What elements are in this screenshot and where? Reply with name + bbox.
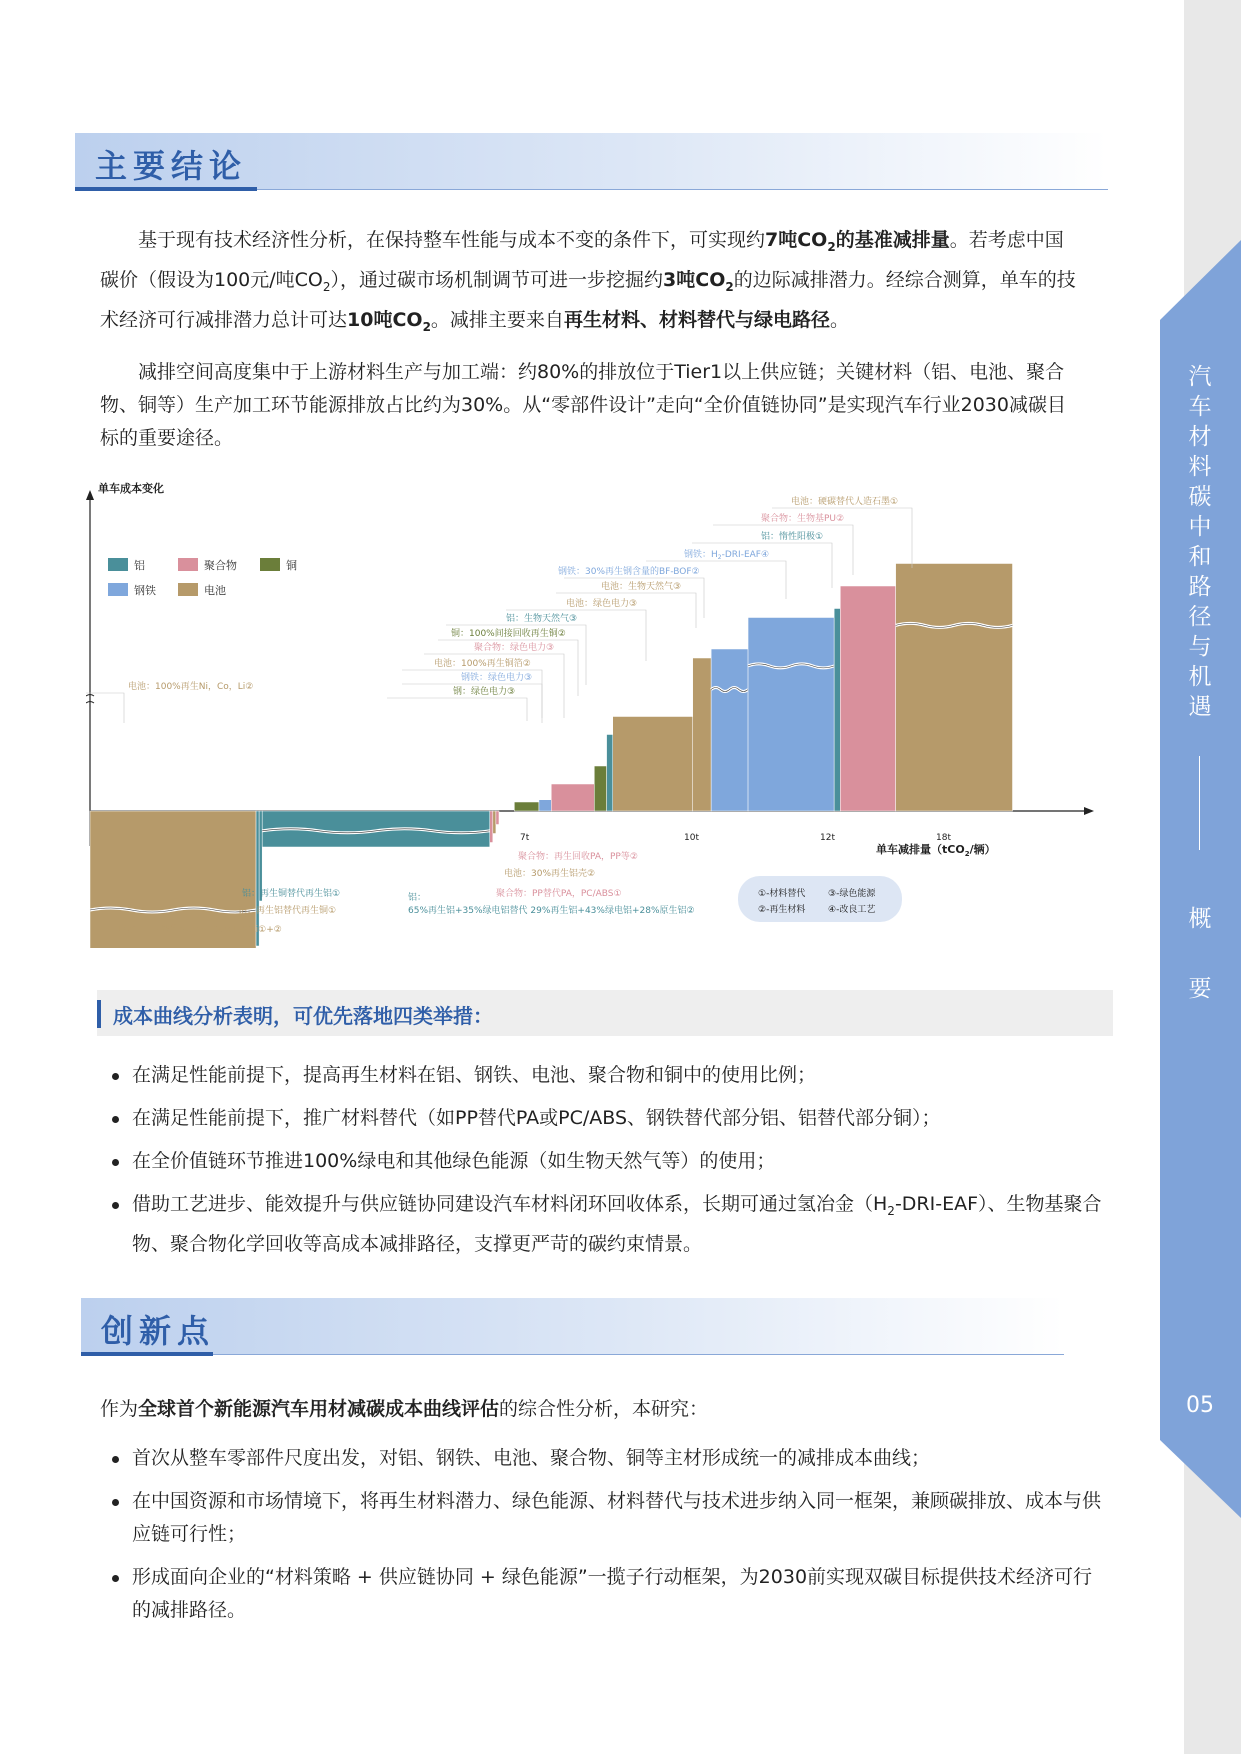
chart-bar — [613, 717, 693, 812]
sidebar-title-char: 车 — [1188, 394, 1212, 420]
sidebar-title — [1180, 362, 1220, 722]
bar-annotation: 钢铁：30%再生钢含量的BF-BOF② — [558, 567, 700, 577]
chart-bar — [490, 811, 493, 843]
abatement-cost-curve-chart — [86, 478, 1116, 948]
bar-annotation: 65%再生铝+35%绿电铝替代 29%再生铝+43%绿电铝+28%原生铝② — [408, 906, 695, 916]
legend-label: 聚合物 — [204, 559, 237, 572]
sidebar-subtitle — [1180, 884, 1220, 1024]
legend-label: 电池 — [204, 584, 226, 597]
list-item: 首次从整车零部件尺度出发，对铝、钢铁、电池、聚合物、铜等主材形成统一的减排成本曲线； — [110, 1442, 1110, 1475]
chart-bar — [259, 811, 262, 901]
innovation-intro: 作为全球首个新能源汽车用材减碳成本曲线评估的综合性分析，本研究： — [100, 1398, 709, 1420]
sidebar-subtitle-char: 要 — [1188, 976, 1212, 1002]
sidebar-title-char: 与 — [1188, 634, 1212, 660]
bar-annotation: 聚合物：生物基PU② — [761, 514, 845, 524]
y-axis-arrow — [86, 490, 94, 500]
sidebar-title-char: 中 — [1188, 514, 1212, 540]
bar-annotation: 铝：再生铝替代再生铜① — [238, 906, 337, 916]
legend-label: 钢铁 — [134, 584, 156, 597]
chart-bar — [693, 658, 711, 811]
innovation-list — [110, 1442, 1110, 1637]
chart-bar — [896, 564, 1013, 812]
bar-annotation: 电池：生物天然气③ — [601, 582, 682, 592]
bar-annotation: 电池：绿色电力③ — [566, 599, 638, 609]
bar-annotation: 钢铁：绿色电力③ — [461, 673, 533, 683]
bar-annotation: 聚合物：再生回收PA，PP等② — [518, 852, 638, 862]
section-header-innovations — [81, 1298, 1064, 1354]
legend-swatch — [108, 558, 128, 571]
measures-callout — [97, 990, 1113, 1036]
sidebar-divider — [1199, 756, 1200, 850]
x-tick-label: 18t — [936, 833, 951, 843]
legend-swatch — [260, 558, 280, 571]
bar-annotation: 铝：惰性阳极① — [761, 532, 824, 542]
x-tick-label: 7t — [520, 833, 530, 843]
section-rule — [257, 189, 1108, 190]
sidebar-title-char: 径 — [1188, 604, 1212, 630]
method-key-box — [738, 876, 902, 922]
chart-bar — [493, 811, 496, 834]
chart-bar — [551, 784, 594, 811]
chart-bar — [496, 811, 499, 825]
annotation-rest: -DRI-EAF④ — [721, 550, 770, 560]
sidebar-subtitle-char: 概 — [1188, 906, 1212, 932]
bar-annotation: 钢：绿色电力③ — [453, 687, 516, 697]
method-key-label: ②-再生材料 — [758, 905, 806, 915]
chart-bar — [748, 618, 834, 812]
x-tick-label: 10t — [684, 833, 699, 843]
bar-annotation: 钢铁：$H_2-DRI$-EAF④ — [684, 550, 770, 561]
bar-annotation: 铝： — [408, 893, 427, 903]
list-item: 在中国资源和市场情境下，将再生材料潜力、绿色能源、材料替代与技术进步纳入同一框架，兼顾碳排放、成本与供应链可行性； — [110, 1485, 1110, 1551]
list-item: 在全价值链环节推进100%绿电和其他绿色能源（如生物天然气等）的使用； — [110, 1145, 1110, 1178]
conclusion-paragraph-2: 减排空间高度集中于上游材料生产与加工端：约80%的排放位于Tier1以上供应链；关键材料（铝、电池、聚合物、铜等）生产加工环节能源排放占比约为30%。从“零部件设计”走向“全价值链协同”是实现汽车行业2030减碳目标的重要途径。 — [100, 361, 1066, 449]
chart-bar — [840, 586, 895, 811]
sidebar-title-char: 碳 — [1188, 484, 1212, 510]
list-item: 在满足性能前提下，推广材料替代（如PP替代PA或PC/ABS、钢铁替代部分铝、铝替代部分铜）； — [110, 1102, 1110, 1135]
section-title: 创新点 — [101, 1312, 216, 1350]
list-item: 借助工艺进步、能效提升与供应链协同建设汽车材料闭环回收体系，长期可通过氢冶金$(H_2-DRI-EAF)$、生物基聚合物、聚合物化学回收等高成本减排路径，支撑更严苛的碳约束情景。 — [110, 1188, 1110, 1261]
x-axis-label: 单车减排量（tCO$_2$/辆） — [876, 843, 996, 858]
list-item: 在满足性能前提下，提高再生材料在铝、钢铁、电池、聚合物和铜中的使用比例； — [110, 1059, 1110, 1092]
sidebar-title-char: 路 — [1188, 574, 1212, 600]
method-key-label: ④-改良工艺 — [828, 905, 876, 915]
chart-bar — [711, 649, 748, 811]
annotation-leader — [86, 693, 124, 723]
section-header-conclusions — [75, 133, 1108, 189]
sidebar-title-char: 料 — [1188, 454, 1212, 480]
x-axis-label-end: /辆） — [969, 843, 996, 856]
section-underline — [81, 1352, 213, 1356]
bar-annotation: 电池：100%再生铜箔② — [434, 659, 531, 669]
chart-bar — [539, 800, 551, 811]
x-tick-label: 12t — [820, 833, 835, 843]
legend-swatch — [178, 558, 198, 571]
section-underline — [75, 187, 257, 191]
callout-text: 成本曲线分析表明，可优先落地四类举措： — [113, 1004, 493, 1028]
legend-swatch — [178, 583, 198, 596]
bar-annotation: 电池：100%再生Ni，Co，Li② — [128, 682, 254, 692]
section-rule — [213, 1354, 1064, 1355]
list-item: 形成面向企业的“材料策略 + 供应链协同 + 绿色能源”一揽子行动框架，为2030前实现双碳目标提供技术经济可行的减排路径。 — [110, 1561, 1110, 1627]
callout-accent-bar — [97, 1000, 101, 1028]
measures-list — [110, 1059, 1110, 1271]
chart-bar — [834, 609, 840, 812]
bar-annotation: 铝：再生铜替代再生铝① — [242, 889, 341, 899]
sidebar-title-char: 和 — [1188, 544, 1212, 570]
bar-annotation: 电池：LFP替代NCM+100%再生Li①+② — [118, 925, 282, 935]
method-key-label: ①-材料替代 — [758, 889, 806, 899]
bar-annotation: 聚合物：绿色电力③ — [474, 643, 555, 653]
section-title: 主要结论 — [95, 147, 248, 185]
annotation-leader — [387, 698, 527, 721]
bar-annotation: 铝：生物天然气③ — [506, 614, 578, 624]
conclusion-paragraph-1: 基于现有技术经济性分析，在保持整车性能与成本不变的条件下，可实现约7吨$CO_2$的基准减排量。若考虑中国碳价（假设为100元/吨$CO_2$），通过碳市场机制调节可进一步挖掘约3吨$CO_2$的边际减排潜力。经综合测算，单车的技术经济可行减排潜力总计可达10吨$CO_2$。减排主要来自再生材料、材料替代与绿电路径。 — [100, 229, 1076, 334]
bar-annotation: 电池：硬碳替代人造石墨① — [791, 497, 899, 507]
sidebar-title-char: 机 — [1188, 664, 1212, 690]
x-axis-label-sub: 2 — [964, 850, 970, 858]
legend-label: 铜 — [286, 559, 297, 572]
sidebar-title-char: 材 — [1188, 424, 1212, 450]
sidebar-title-char: 遇 — [1188, 694, 1212, 720]
page-number: 05 — [1186, 1393, 1214, 1418]
legend-swatch — [108, 583, 128, 596]
annotation-sub: 2 — [717, 554, 722, 561]
bar-annotation: 铜：100%间接回收再生铜② — [451, 629, 566, 639]
x-axis-arrow — [1084, 807, 1094, 815]
method-key-label: ③-绿色能源 — [828, 889, 876, 899]
bar-annotation: 电池：30%再生铝壳② — [504, 869, 596, 879]
sidebar-title-char: 汽 — [1188, 364, 1212, 390]
chart-bar — [594, 766, 606, 811]
bar-annotation: 聚合物：PP替代PA，PC/ABS① — [496, 889, 622, 899]
chart-bar — [514, 802, 539, 811]
y-axis-label: 单车成本变化 — [98, 482, 164, 495]
chart-bar — [607, 735, 613, 812]
legend-label: 铝 — [134, 559, 145, 572]
